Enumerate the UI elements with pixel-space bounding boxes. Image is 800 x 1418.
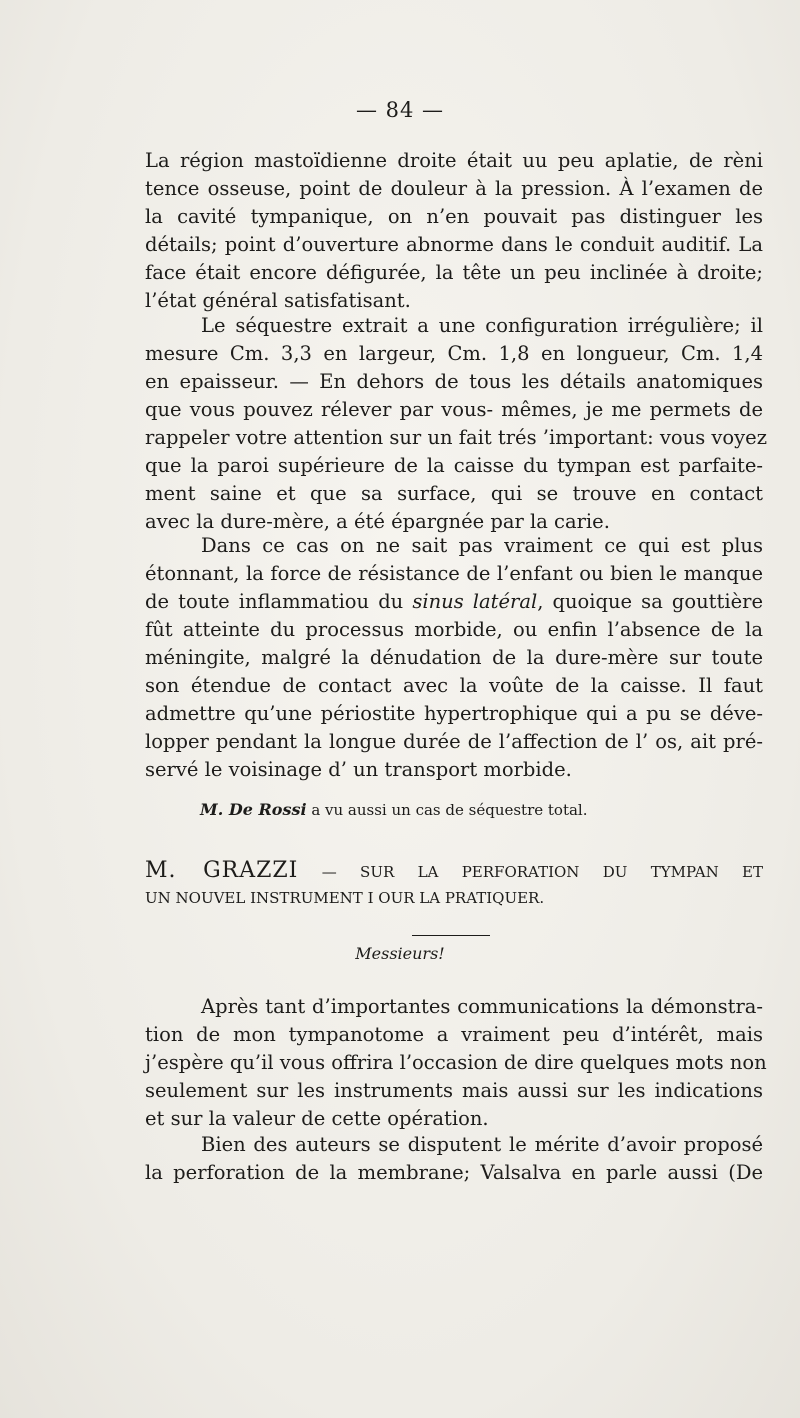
text-line: son étendue de contact avec la voûte de la caisse. Il faut	[145, 674, 763, 697]
paragraph-perforation-history	[145, 1131, 763, 1187]
text-line: que vous pouvez rélever par vous- mêmes, je me permets de	[145, 398, 763, 421]
text-line: que la paroi supérieure de la caisse du tympan est parfaite-	[145, 454, 763, 477]
text-fragment: de toute inflammatiou du	[145, 590, 413, 613]
page-number: — 84 —	[355, 98, 445, 122]
heading-title: — SUR LA PERFORATION DU TYMPAN ET	[298, 863, 763, 881]
note-text: a vu aussi un cas de séquestre total.	[306, 801, 588, 819]
paragraph-tympanotome	[145, 993, 767, 1133]
text-line: seulement sur les instruments mais aussi sur les indications	[145, 1079, 763, 1102]
text-line: tence osseuse, point de douleur à la pression. À l’examen de	[145, 177, 763, 200]
heading-line: UN NOUVEL INSTRUMENT I OUR LA PRATIQUER.	[145, 889, 545, 907]
text-fragment: , quoique sa gouttière	[537, 590, 763, 613]
text-line: la perforation de la membrane; Valsalva en parle aussi (De	[145, 1161, 763, 1184]
text-line: Bien des auteurs se disputent le mérite d’avoir proposé	[201, 1133, 763, 1156]
text-line: La région mastoïdienne droite était uu peu aplatie, de rèni	[145, 149, 763, 172]
text-line: mesure Cm. 3,3 en largeur, Cm. 1,8 en longueur, Cm. 1,4	[145, 342, 763, 365]
paragraph-discussion	[145, 532, 763, 784]
text-line: avec la dure-mère, a été épargnée par la carie.	[145, 510, 610, 533]
text-line	[145, 588, 763, 616]
paragraph-mastoid-description	[145, 147, 763, 315]
note-de-rossi	[200, 800, 588, 819]
text-line: l’état général satisfatisant.	[145, 289, 411, 312]
text-line: en epaisseur. — En dehors de tous les détails anatomiques	[145, 370, 763, 393]
text-line: Après tant d’importantes communications la démonstra-	[201, 995, 763, 1018]
text-line: méningite, malgré la dénudation de la dure-mère sur toute	[145, 646, 763, 669]
section-heading	[145, 858, 763, 911]
text-line: fût atteinte du processus morbide, ou enfin l’absence de la	[145, 618, 763, 641]
heading-line	[145, 858, 763, 885]
note-author: M. De Rossi	[200, 800, 307, 819]
text-line: Le séquestre extrait a une configuration irrégulière; il	[201, 314, 763, 337]
text-line: tion de mon tympanotome a vraiment peu d’intérêt, mais	[145, 1023, 763, 1046]
text-line: admettre qu’une périostite hypertrophique qui a pu se déve-	[145, 702, 763, 725]
text-line: Dans ce cas on ne sait pas vraiment ce qui est plus	[201, 534, 763, 557]
text-line: détails; point d’ouverture abnorme dans le conduit auditif. La	[145, 233, 763, 256]
heading-author: M. GRAZZI	[145, 858, 299, 883]
separator-rule	[412, 935, 490, 936]
text-line: servé le voisinage d’ un transport morbide.	[145, 758, 572, 781]
text-line: rappeler votre attention sur un fait trés ’important: vous voyez	[145, 426, 767, 449]
text-line: et sur la valeur de cette opération.	[145, 1107, 489, 1130]
italic-term: sinus latéral	[412, 590, 538, 613]
text-line: lopper pendant la longue durée de l’affection de l’ os, ait pré-	[145, 730, 763, 753]
salutation: Messieurs!	[355, 944, 445, 963]
text-line: ment saine et que sa surface, qui se trouve en contact	[145, 482, 763, 505]
text-line: j’espère qu’il vous offrira l’occasion de dire quelques mots non	[145, 1051, 767, 1074]
paragraph-sequestre	[145, 312, 767, 536]
text-line: la cavité tympanique, on n’en pouvait pas distinguer les	[145, 205, 763, 228]
text-line: face était encore défigurée, la tête un peu inclinée à droite;	[145, 261, 763, 284]
text-line: étonnant, la force de résistance de l’enfant ou bien le manque	[145, 562, 763, 585]
